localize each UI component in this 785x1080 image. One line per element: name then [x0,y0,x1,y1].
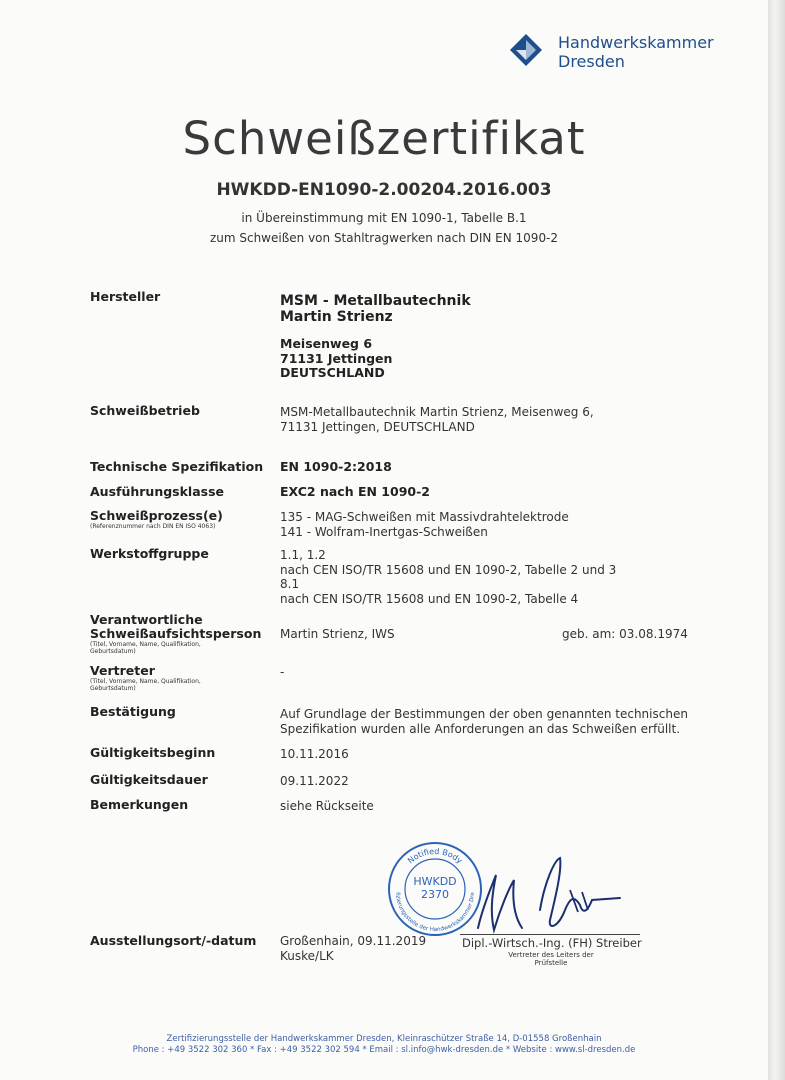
subtitle-scope: zum Schweißen von Stahltragwerken nach DIN EN 1090-2 [209,231,559,245]
handwritten-signature [470,850,630,940]
aufsicht-label [90,613,261,655]
aufsicht-label-line2: Schweißaufsichtsperson [90,626,262,641]
bestaetigung-line2: Spezifikation wurden alle Anforderungen an das Schweißen erfüllt. [280,721,681,736]
hwk-logo-icon [508,32,544,68]
stamp-ring-text: fizierungsstelle der Handwerkskammer Dre [393,892,477,934]
klasse-label: Ausführungsklasse [90,484,224,499]
beginn-value: 10.11.2016 [280,747,349,761]
werkstoff-label: Werkstoffgruppe [90,546,209,561]
bestaetigung-line1: Auf Grundlage der Bestimmungen der oben genannten technischen [280,707,688,721]
vertreter-note-line2: Geburtsdatum) [90,685,136,692]
bestaetigung-label: Bestätigung [90,704,176,719]
werkstoff-line3: 8.1 [280,577,300,591]
signer-role [476,951,626,967]
org-name-line1: Handwerkskammer [558,33,714,52]
hersteller-address [280,337,392,381]
org-name [558,33,714,71]
dauer-value: 09.11.2022 [280,774,349,788]
page-title: Schweißzertifikat [182,112,586,165]
aufsicht-note-line1: (Titel, Vorname, Name, Qualifikation, [90,641,201,648]
prozess-label-text: Schweißprozess(e) [90,508,223,523]
werkstoff-line2: nach CEN ISO/TR 15608 und EN 1090-2, Tabelle 2 und 3 [280,562,617,577]
schweissbetrieb-line2: 71131 Jettingen, DEUTSCHLAND [280,419,475,434]
werkstoff-line1: 1.1, 1.2 [280,548,326,562]
bestaetigung-value [280,707,688,736]
vertreter-note-line1: (Titel, Vorname, Name, Qualifikation, [90,678,201,685]
aufsicht-label-line1: Verantwortliche [90,612,203,627]
klasse-value: EXC2 nach EN 1090-2 [280,484,430,499]
hersteller-name [280,293,471,325]
prozess-line2: 141 - Wolfram-Inertgas-Schweißen [280,524,488,539]
ausstellung-place-date: Großenhain, 09.11.2019 [280,934,427,948]
vertreter-label [90,664,201,692]
hersteller-name-line2: Martin Strienz [280,309,393,325]
footer-contact: Phone : +49 3522 302 360 * Fax : +49 3522 302 594 * Email : sl.info@hwk-dresden.de * Website : www.sl-dresden.de [132,1045,636,1055]
signer-role-line2: Prüfstelle [534,959,568,967]
org-name-line2: Dresden [558,52,625,71]
hersteller-street: Meisenweg 6 [280,336,373,351]
hersteller-country: DEUTSCHLAND [280,365,385,380]
footer-address: Zertifizierungsstelle der Handwerkskammer Dresden, Kleinraschützer Straße 14, D-01558 Großenhain [166,1034,602,1044]
stamp-number: 2370 [421,888,449,901]
hersteller-name-line1: MSM - Metallbautechnik [280,293,471,309]
subtitle-standard: in Übereinstimmung mit EN 1090-1, Tabelle B.1 [241,211,527,225]
hersteller-city: 71131 Jettingen [280,350,393,366]
hersteller-label: Hersteller [90,289,161,304]
bemerkungen-value: siehe Rückseite [280,799,374,813]
werkstoff-line4: nach CEN ISO/TR 15608 und EN 1090-2, Tabelle 4 [280,591,579,606]
signer-name: Dipl.-Wirtsch.-Ing. (FH) Streiber [462,936,642,950]
ausstellung-value [280,934,426,963]
schweissbetrieb-label: Schweißbetrieb [90,403,200,418]
signer-role-line1: Vertreter des Leiters der [508,951,594,959]
stamp-top-text: Notified Body [406,846,465,866]
schweissbetrieb-value [280,405,594,434]
ausstellung-label: Ausstellungsort/-datum [90,933,257,948]
prozess-note: (Referenznummer nach DIN EN ISO 4063) [90,523,216,530]
spezifikation-label: Technische Spezifikation [90,459,264,474]
vertreter-label-text: Vertreter [90,663,155,678]
werkstoff-value [280,548,616,606]
ausstellung-initials: Kuske/LK [280,948,334,963]
aufsicht-value: Martin Strienz, IWS [280,627,395,641]
aufsicht-note-line2: Geburtsdatum) [90,648,136,655]
dauer-label: Gültigkeitsdauer [90,772,208,787]
beginn-label: Gültigkeitsbeginn [90,745,216,760]
spezifikation-value: EN 1090-2:2018 [280,459,392,474]
schweissbetrieb-line1: MSM-Metallbautechnik Martin Strienz, Meisenweg 6, [280,405,594,419]
paper-edge [768,0,785,1080]
bemerkungen-label: Bemerkungen [90,797,189,812]
signature-line [460,934,640,935]
prozess-label [90,509,223,530]
certificate-number: HWKDD-EN1090-2.00204.2016.003 [216,180,552,200]
aufsicht-birthdate: geb. am: 03.08.1974 [562,627,688,641]
prozess-value [280,510,569,539]
vertreter-value: - [280,665,285,679]
prozess-line1: 135 - MAG-Schweißen mit Massivdrahtelektrode [280,510,569,524]
stamp-code: HWKDD [413,875,457,888]
